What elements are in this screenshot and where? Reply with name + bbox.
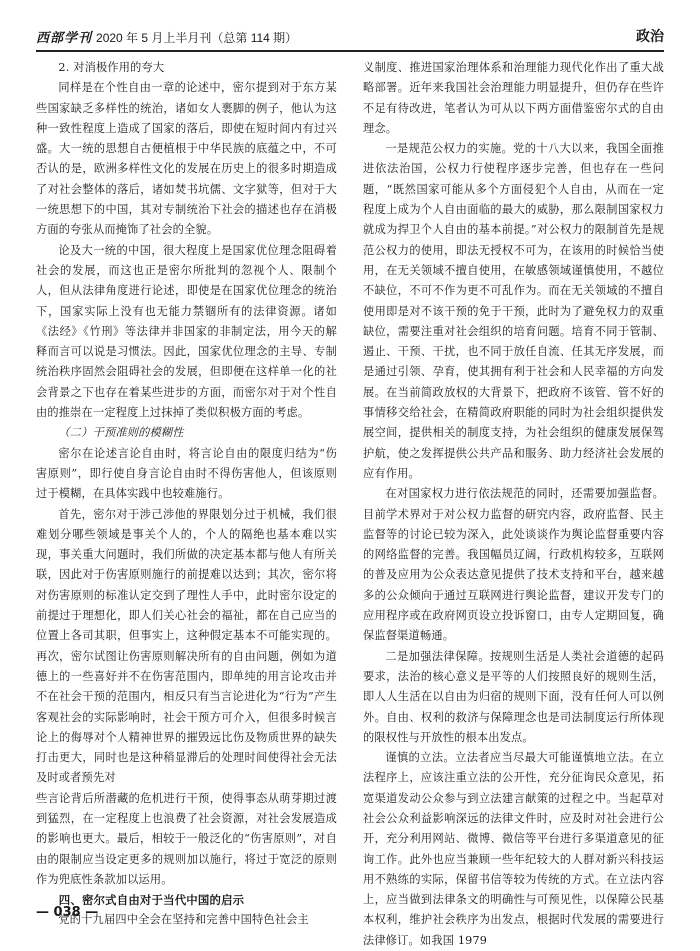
subsection-heading-ambiguity: （二）干预准则的模糊性 — [58, 426, 184, 440]
journal-logo: 西部学刊 — [36, 31, 93, 46]
header-left — [36, 27, 297, 46]
paragraph: 密尔在论述言论自由时，将言论自由的限度归结为“伤害原则”，即行使自身言论自由时不得伤害他人，但该原则过于模糊，在具体实践中也较难施行。 — [36, 446, 337, 501]
subsection-heading-negative-effects: 2. 对消极作用的夸大 — [58, 61, 165, 74]
page-header — [36, 20, 664, 52]
paragraph: 首先，密尔对于涉己涉他的界限划分过于机械，我们很难划分哪些领域是事关个人的，个人的隔绝也基本难以实现，事关重大问题时，我们所做的决定基本都与他人有所关联，因此对于伤害原则施行的前提难以达到；其次，密尔将对伤害原则的标准认定交到了理性人手中，此时密尔设定的前提过于理想化，即人们关心社会的福祉，都在自己应当的位置上各司其职，但事实上，这种假定基本不可能实现的。再次，密尔试图让伤害原则解决所有的自由问题，例如为道德上的一些喜好并不在伤害范围内，即单纯的用言论攻击并不在社会干预的范围内，相反只有当言论进化为“行为”产生客观社会的实际影响时，社会干预方可介入，但很多时候言论上的侮辱对个人精神世界的摧毁远比伤及物质世界的缺失打击更大，同时也是这种稍显滞后的处理时间使得社会无法及时或者预先对 — [36, 507, 337, 785]
page-number: — 038 — — [36, 905, 99, 920]
section-label: 政治 — [636, 28, 664, 44]
paragraph: 同样是在个性自由一章的论述中，密尔提到对于东方某些国家缺乏多样性的统治，诸如女人裹脚的例子，他认为这种一致性程度上造成了国家的落后，即使在短时间内有过兴盛。大一统的思想自古便植根于中华民族的底蕴之中，不可否认的是，欧洲多样性文化的发展在历史上的很多时期造成了对社会整体的落后，诸如焚书坑儒、文字狱等，但对于大一统思想下的中国，其对专制统治下社会的描述也存在消极方面的夸张从而掩饰了社会的全貌。 — [36, 81, 337, 237]
section-heading-implications: 四、密尔式自由对于当代中国的启示 — [58, 893, 245, 908]
paragraph: 义制度、推进国家治理体系和治理能力现代化作出了重大战略部署。近年来我国社会治理能力明显提升，但仍存在些许不足有待改进，笔者认为可从以下两方面借鉴密尔式的自由理念。 — [363, 61, 664, 135]
paragraph: 些言论背后所潜藏的危机进行干预，使得事态从萌芽期过渡到猛烈，在一定程度上也浪费了社会资源，对社会发展造成的影响也更大。最后，相较于一般泛化的“伤害原则”，对自由的限制应当设定更多的规则加以施行，将过于宽泛的原则作为兜底性条款加以运用。 — [36, 791, 337, 886]
paragraph: 在对国家权力进行依法规范的同时，还需要加强监督。目前学术界对于对公权力监督的研究内容，政府监督、民主监督等的讨论已较为深入，此处谈谈作为舆论监督重要内容的网络监督的完善。我国幅员辽阔，行政机构较多，互联网的普及应用为公众表达意见提供了技术支持和平台，越来越多的公众倾向于通过互联网进行舆论监督，建议开发专门的应用程序或在政府网页设立投诉窗口，由专人定期回复，确保监督渠道畅通。 — [363, 487, 664, 643]
paragraph: 论及大一统的中国，很大程度上是国家优位理念阻碍着社会的发展，而这也正是密尔所批判的忽视个人、限制个人，但从法律角度进行论述，即使是在国家优位理念的统治下，国家实际上没有也无能力禁锢所有的法律资源。诸如《法经》《竹刑》等法律并非国家的非制定法，用今天的解释而言可以说是习惯法。因此，国家优位理念的主导、专制统治秩序固然会阻碍社会的发展，但即便在这样单一化的社会背景之下也存在着某些进步的方面，而密尔对于对个性自由的推崇在一定程度上过抹掉了类似积极方面的考虑。 — [36, 243, 337, 420]
paragraph: 一是规范公权力的实施。党的十八大以来，我国全面推进依法治国，公权力行使程序逐步完善，但也存在一些问题，“既然国家可能从多个方面侵犯个人自由，从而在一定程度上成为个人自由面临的最大的威胁，那么限制国家权力就成为捍卫个人自由的基本前提。”对公权力的限制首先是规范公权力的使用，即法无授权不可为，在该用的时候恰当使用，在无关领域不擅自使用，在敏感领域谨慎使用，不越位不缺位，不可不作为更不可乱作为。而在无关领域的不擅自使用即是对不该干预的免于干预，此时为了避免权力的双重缺位，需要注重对社会组织的培育问题。培育不同于管制、遏止、干预、干扰，也不同于放任自流、任其无序发展，而是通过引领、孕育，使其拥有利于社会和人民幸福的方向发展。在当前简政放权的大背景下，把政府不该管、管不好的事情移交给社会，在精简政府职能的同时为社会组织提供发展空间，提供相关的制度支持，为社会组织的健康发展保驾护航，使之发挥提供公共产品和服务、助力经济社会发展的应有作用。 — [363, 142, 664, 480]
paragraph: 二是加强法律保障。按规则生活是人类社会道德的起码要求，法治的核心意义是平等的人们按照良好的规则生活，即人人生活在以自由为归宿的规则下面，没有任何人可以例外。自由、权利的救济与保障理念也是司法制度运行所体现的限权性与开放性的根本出发点。 — [363, 649, 664, 744]
paragraph: 谨慎的立法。立法者应当尽最大可能谨慎地立法。在立法程序上，应该注重立法的公开性，充分征询民众意见，拓宽渠道发动公众参与到立法建言献策的过程之中。当起草对社会公众利益影响深远的法律文件时，应及时对社会进行公开，充分利用网站、微博、微信等平台进行多渠道意见的征询工作。此外也应当兼顾一些年纪较大的人群对新兴科技运用不熟练的实际，保留书信等较为传统的方式。在立法内容上，应当做到法律条文的明确性与可预见性，以保障公民基本权利，维护社会秩序为出发点，根据时代发展的需要进行法律修订。如我国 1979 — [363, 751, 664, 947]
paragraph: 党的十九届四中全会在坚持和完善中国特色社会主 — [58, 913, 309, 927]
right-column — [363, 58, 664, 947]
journal-issue: 2020 年 5 月上半月刊（总第 114 期） — [96, 31, 298, 45]
